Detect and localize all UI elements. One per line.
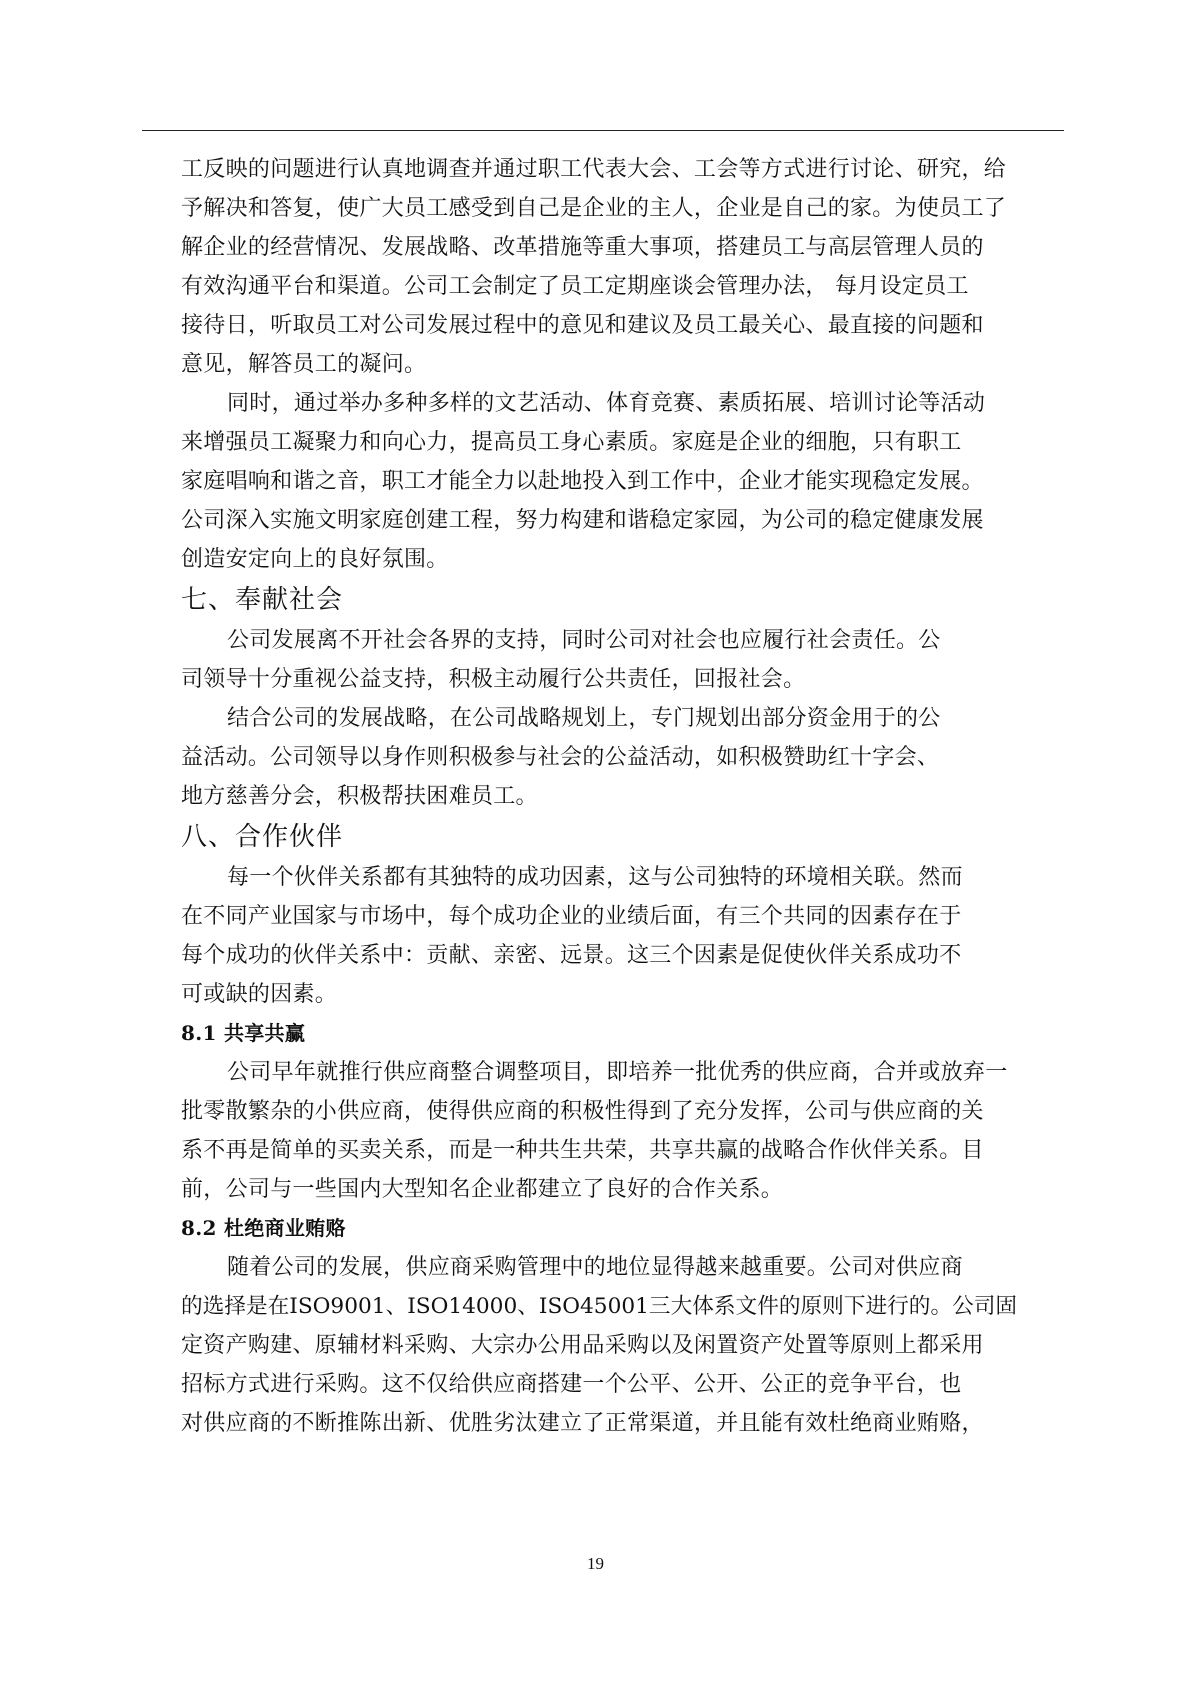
text-line: 解企业的经营情况、发展战略、改革措施等重大事项，搭建员工与高层管理人员的 (181, 235, 984, 260)
paragraph-social-responsibility (181, 621, 1025, 699)
text-line: 公司深入实施文明家庭创建工程，努力构建和谐稳定家园，为公司的稳定健康发展 (181, 508, 984, 533)
text-line: 创造安定向上的良好氛围。 (181, 547, 449, 572)
subheading-anti-bribery: 8.2 杜绝商业贿赂 (181, 1216, 346, 1240)
text-line: 家庭唱响和谐之音，职工才能全力以赴地投入到工作中，企业才能实现稳定发展。 (181, 469, 984, 494)
text-line: 可或缺的因素。 (181, 982, 338, 1007)
text-line: 予解决和答复，使广大员工感受到自己是企业的主人，企业是自己的家。为使员工了 (181, 196, 1007, 221)
paragraph-partnership-factors (181, 858, 1025, 1014)
text-line: 批零散繁杂的小供应商，使得供应商的积极性得到了充分发挥，公司与供应商的关 (181, 1099, 984, 1124)
text-line: 结合公司的发展战略，在公司战略规划上，专门规划出部分资金用于的公 (227, 706, 941, 731)
text-line: 有效沟通平台和渠道。公司工会制定了员工定期座谈会管理办法， 每月设定员工 (181, 274, 969, 299)
text-line: 在不同产业国家与市场中，每个成功企业的业绩后面，有三个共同的因素存在于 (181, 904, 962, 929)
page-number: 19 (587, 1554, 604, 1573)
text-line: 每一个伙伴关系都有其独特的成功因素，这与公司独特的环境相关联。然而 (227, 865, 963, 890)
document-body (181, 150, 1025, 1443)
text-line: 随着公司的发展，供应商采购管理中的地位显得越来越重要。公司对供应商 (227, 1255, 963, 1280)
paragraph-employee-communication (181, 150, 1025, 384)
text-line: 公司发展离不开社会各界的支持，同时公司对社会也应履行社会责任。公 (227, 628, 941, 653)
text-line: 接待日，听取员工对公司发展过程中的意见和建议及员工最关心、最直接的问题和 (181, 313, 984, 338)
text-line: 意见，解答员工的凝问。 (181, 352, 427, 377)
paragraph-procurement (181, 1248, 1025, 1443)
section-heading-society: 七、奉献社会 (181, 585, 344, 615)
paragraph-supplier-integration (181, 1053, 1025, 1209)
text-line: 司领导十分重视公益支持，积极主动履行公共责任，回报社会。 (181, 667, 806, 692)
paragraph-employee-activities (181, 384, 1025, 579)
text-line: 来增强员工凝聚力和向心力，提高员工身心素质。家庭是企业的细胞，只有职工 (181, 430, 962, 455)
text-line: 地方慈善分会，积极帮扶困难员工。 (181, 784, 538, 809)
text-line: 的选择是在ISO9001、ISO14000、ISO45001三大体系文件的原则下进行的。公司固 (181, 1294, 1018, 1319)
text-line: 工反映的问题进行认真地调查并通过职工代表大会、工会等方式进行讨论、研究，给 (181, 157, 1007, 182)
text-line: 对供应商的不断推陈出新、优胜劣汰建立了正常渠道，并且能有效杜绝商业贿赂， (181, 1411, 984, 1436)
text-line: 公司早年就推行供应商整合调整项目，即培养一批优秀的供应商，合并或放弃一 (227, 1060, 1008, 1085)
text-line: 系不再是简单的买卖关系，而是一种共生共荣，共享共赢的战略合作伙伴关系。目 (181, 1138, 984, 1163)
text-line: 前，公司与一些国内大型知名企业都建立了良好的合作关系。 (181, 1177, 784, 1202)
text-line: 同时，通过举办多种多样的文艺活动、体育竞赛、素质拓展、培训讨论等活动 (227, 391, 986, 416)
text-line: 益活动。公司领导以身作则积极参与社会的公益活动，如积极赞助红十字会、 (181, 745, 940, 770)
paragraph-public-welfare (181, 699, 1025, 816)
section-heading-partners: 八、合作伙伴 (181, 822, 344, 852)
text-line: 定资产购建、原辅材料采购、大宗办公用品采购以及闲置资产处置等原则上都采用 (181, 1333, 984, 1358)
text-line: 招标方式进行采购。这不仅给供应商搭建一个公平、公开、公正的竞争平台，也 (181, 1372, 962, 1397)
text-line: 每个成功的伙伴关系中：贡献、亲密、远景。这三个因素是促使伙伴关系成功不 (181, 943, 962, 968)
subheading-shared-win: 8.1 共享共赢 (181, 1021, 306, 1045)
header-rule (142, 130, 1064, 131)
